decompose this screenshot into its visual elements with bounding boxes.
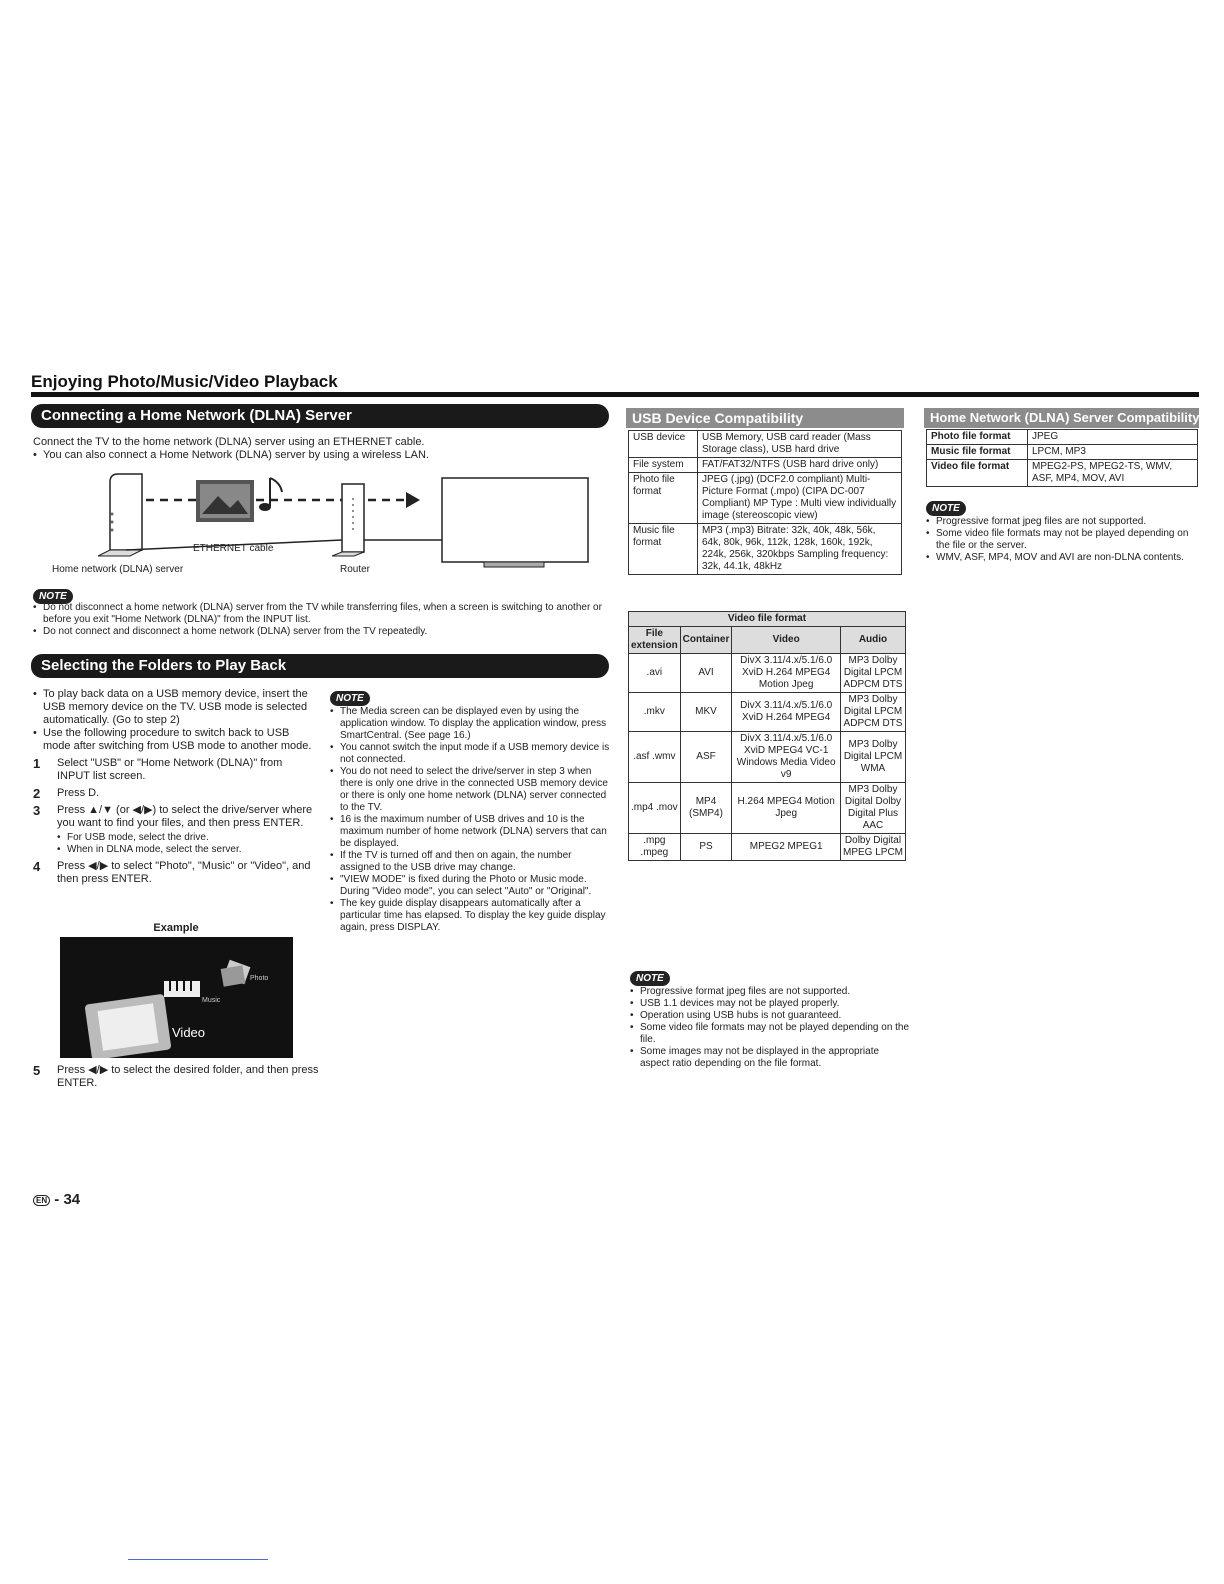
table-row [629, 732, 906, 783]
home-network-section-header: Home Network (DLNA) Server Compatibility [924, 408, 1199, 428]
usb-note: • USB 1.1 devices may not be played properly. [630, 998, 910, 1010]
hn-note: • WMV, ASF, MP4, MOV and AVI are non-DLNA contents. [926, 552, 1198, 564]
note-badge: NOTE [33, 589, 73, 604]
arrow-right-icon [406, 492, 420, 508]
dlna-intro [33, 436, 603, 462]
folders-notes [330, 706, 610, 934]
tv-icon [442, 478, 588, 567]
hn-value: JPEG [1028, 430, 1198, 445]
video-table-title: Video file format [629, 612, 906, 627]
example-music-label: Music [202, 997, 221, 1004]
cell-ext: .avi [629, 654, 681, 693]
usb-note: • Some images may not be displayed in the appropriate aspect ratio depending on the file format. [630, 1046, 910, 1070]
usb-value: MP3 (.mp3) Bitrate: 32k, 40k, 48k, 56k, 64k, 80k, 96k, 112k, 128k, 160k, 192k, 224k, 256k, 320kbps Sampling frequency: 32k, 44.1k, 48kHz [698, 524, 902, 575]
router-icon [332, 484, 364, 556]
usb-value: JPEG (.jpg) (DCF2.0 compliant) Multi-Picture Format (.mpo) (CIPA DC-007 Compliant) MP Type : Multi view individually image (stereoscopic view) [698, 473, 902, 524]
cell-audio: MP3 Dolby Digital LPCM ADPCM DTS [841, 654, 906, 693]
video-format-table [628, 611, 906, 861]
home-network-table [926, 429, 1198, 487]
usb-notes [630, 986, 910, 1070]
cell-video: H.264 MPEG4 Motion Jpeg [732, 783, 841, 834]
sub-bullet: • For USB mode, select the drive. [57, 832, 313, 844]
table-row [629, 458, 902, 473]
folders-note: • The key guide display disappears automatically after a particular time has elapsed. To display the key guide display again, press DISPLAY. [330, 898, 610, 934]
hn-key: Video file format [927, 460, 1028, 487]
table-row [629, 834, 906, 861]
cell-container: ASF [680, 732, 732, 783]
usb-key: USB device [629, 431, 698, 458]
folders-section-header: Selecting the Folders to Play Back [31, 654, 609, 678]
hn-note: • Progressive format jpeg files are not supported. [926, 516, 1198, 528]
usb-note-badge [630, 968, 670, 986]
table-row [629, 654, 906, 693]
language-badge: EN [33, 1195, 50, 1206]
cell-video: DivX 3.11/4.x/5.1/6.0 XviD MPEG4 VC-1 Windows Media Video v9 [732, 732, 841, 783]
step-number: 3 [33, 803, 41, 818]
cell-video: MPEG2 MPEG1 [732, 834, 841, 861]
col-header: Audio [841, 627, 906, 654]
example-photo-label: Photo [250, 975, 269, 982]
table-row [629, 693, 906, 732]
step-3 [33, 804, 313, 856]
step-2 [33, 787, 313, 800]
cell-ext: .mpg .mpeg [629, 834, 681, 861]
cell-container: MKV [680, 693, 732, 732]
step-3-sub-bullets [57, 832, 313, 856]
folders-bullet: • To play back data on a USB memory device, insert the USB memory device on the TV. USB mode is selected automatically. (Go to step 2) [33, 688, 313, 727]
table-row [927, 460, 1198, 487]
usb-note: • Some video file formats may not be played depending on the file. [630, 1022, 910, 1046]
cell-audio: Dolby Digital MPEG LPCM [841, 834, 906, 861]
table-row [927, 430, 1198, 445]
folders-note: • 16 is the maximum number of USB drives and 10 is the maximum number of home network (DLNA) servers that can be displayed. [330, 814, 610, 850]
step-number: 4 [33, 859, 41, 874]
hn-note: • Some video file formats may not be played depending on the file or the server. [926, 528, 1198, 552]
folders-note-badge [330, 688, 370, 706]
dlna-section-header: Connecting a Home Network (DLNA) Server [31, 404, 609, 428]
dlna-intro-text: Connect the TV to the home network (DLNA) server using an ETHERNET cable. [33, 436, 425, 448]
note-badge: NOTE [630, 971, 670, 986]
step-text: Press ◀/▶ to select the desired folder, and then press ENTER. [57, 1064, 319, 1089]
dlna-notes [33, 602, 608, 638]
bottom-rule [128, 1559, 268, 1560]
step-text: Press ◀/▶ to select "Photo", "Music" or "Video", and then press ENTER. [57, 860, 311, 885]
usb-section-header: USB Device Compatibility [626, 408, 904, 428]
example-label: Example [153, 922, 199, 934]
table-header-row [629, 627, 906, 654]
cell-ext: .mkv [629, 693, 681, 732]
step-4 [33, 860, 313, 886]
music-keyboard-icon [164, 981, 200, 997]
step-text: Press ▲/▼ (or ◀/▶) to select the drive/server where you want to find your files, and then press ENTER. [57, 804, 313, 829]
folders-instructions [33, 688, 313, 886]
cell-audio: MP3 Dolby Digital Dolby Digital Plus AAC [841, 783, 906, 834]
ethernet-cable-label: ETHERNET cable [193, 543, 274, 554]
folders-note: • You do not need to select the drive/server in step 3 when there is only one drive in the connected USB memory device or there is only one home network (DLNA) server connected to the TV. [330, 766, 610, 814]
step-number: 1 [33, 756, 41, 771]
note-badge: NOTE [330, 691, 370, 706]
dlna-note: • Do not disconnect a home network (DLNA) server from the TV while transferring files, when a screen is switching to another or before you exit "Home Network (DLNA)" from the INPUT list. [33, 602, 608, 626]
hn-notes [926, 516, 1198, 564]
cell-container: MP4 (SMP4) [680, 783, 732, 834]
folders-bullet: • Use the following procedure to switch back to USB mode after switching from USB mode to another mode. [33, 727, 313, 753]
video-filmstrip-icon [84, 994, 171, 1058]
hn-note-badge [926, 498, 966, 516]
step-text: Select "USB" or "Home Network (DLNA)" from INPUT list screen. [57, 757, 283, 782]
table-title-row [629, 612, 906, 627]
folders-note: • You cannot switch the input mode if a USB memory device is not connected. [330, 742, 610, 766]
step-number: 5 [33, 1063, 41, 1078]
col-header: File extension [629, 627, 681, 654]
hn-value: MPEG2-PS, MPEG2-TS, WMV, ASF, MP4, MOV, AVI [1028, 460, 1198, 487]
usb-note: • Progressive format jpeg files are not supported. [630, 986, 910, 998]
page-title: Enjoying Photo/Music/Video Playback [31, 372, 338, 391]
table-row [629, 783, 906, 834]
col-header: Container [680, 627, 732, 654]
cell-ext: .asf .wmv [629, 732, 681, 783]
cell-audio: MP3 Dolby Digital LPCM WMA [841, 732, 906, 783]
example-video-label: Video [172, 1025, 206, 1040]
cell-container: PS [680, 834, 732, 861]
dlna-bullets [33, 449, 603, 462]
dlna-bullet: • You can also connect a Home Network (DLNA) server by using a wireless LAN. [33, 449, 603, 462]
dlna-server-icon [98, 474, 142, 556]
cell-video: DivX 3.11/4.x/5.1/6.0 XviD H.264 MPEG4 Motion Jpeg [732, 654, 841, 693]
cell-video: DivX 3.11/4.x/5.1/6.0 XviD H.264 MPEG4 [732, 693, 841, 732]
step-5 [33, 1064, 342, 1090]
step-1 [33, 757, 313, 783]
table-row [927, 445, 1198, 460]
hn-key: Photo file format [927, 430, 1028, 445]
photo-stack-icon [221, 960, 251, 987]
usb-value: USB Memory, USB card reader (Mass Storage class), USB hard drive [698, 431, 902, 458]
music-note-icon [259, 478, 282, 511]
router-label: Router [340, 564, 371, 575]
col-header: Video [732, 627, 841, 654]
table-row [629, 473, 902, 524]
server-label: Home network (DLNA) server [52, 564, 184, 575]
title-rule [31, 392, 1199, 397]
page-number-text: 34 [63, 1191, 81, 1208]
folders-note: • The Media screen can be displayed even by using the application window. To display the application window, press SmartCentral. (See page 16.) [330, 706, 610, 742]
cell-container: AVI [680, 654, 732, 693]
table-row [629, 524, 902, 575]
hn-key: Music file format [927, 445, 1028, 460]
dlna-note: • Do not connect and disconnect a home network (DLNA) server from the TV repeatedly. [33, 626, 608, 638]
usb-compat-table [628, 430, 902, 575]
note-badge: NOTE [926, 501, 966, 516]
folders-note: • If the TV is turned off and then on again, the number assigned to the USB drive may change. [330, 850, 610, 874]
example-screen [60, 937, 293, 1058]
dlna-diagram [60, 470, 600, 578]
usb-key: File system [629, 458, 698, 473]
cell-audio: MP3 Dolby Digital LPCM ADPCM DTS [841, 693, 906, 732]
usb-note: • Operation using USB hubs is not guaranteed. [630, 1010, 910, 1022]
cell-ext: .mp4 .mov [629, 783, 681, 834]
photo-thumbnail-icon [196, 480, 254, 522]
step-number: 2 [33, 786, 41, 801]
hn-value: LPCM, MP3 [1028, 445, 1198, 460]
usb-key: Photo file format [629, 473, 698, 524]
usb-value: FAT/FAT32/NTFS (USB hard drive only) [698, 458, 902, 473]
folders-bullets [33, 688, 313, 753]
table-row [629, 431, 902, 458]
step-text: Press D. [57, 787, 100, 799]
page-number: EN - 34 [33, 1191, 80, 1208]
folders-note: • "VIEW MODE" is fixed during the Photo or Music mode. During "Video mode", you can select "Auto" or "Original". [330, 874, 610, 898]
usb-key: Music file format [629, 524, 698, 575]
sub-bullet: • When in DLNA mode, select the server. [57, 844, 313, 856]
